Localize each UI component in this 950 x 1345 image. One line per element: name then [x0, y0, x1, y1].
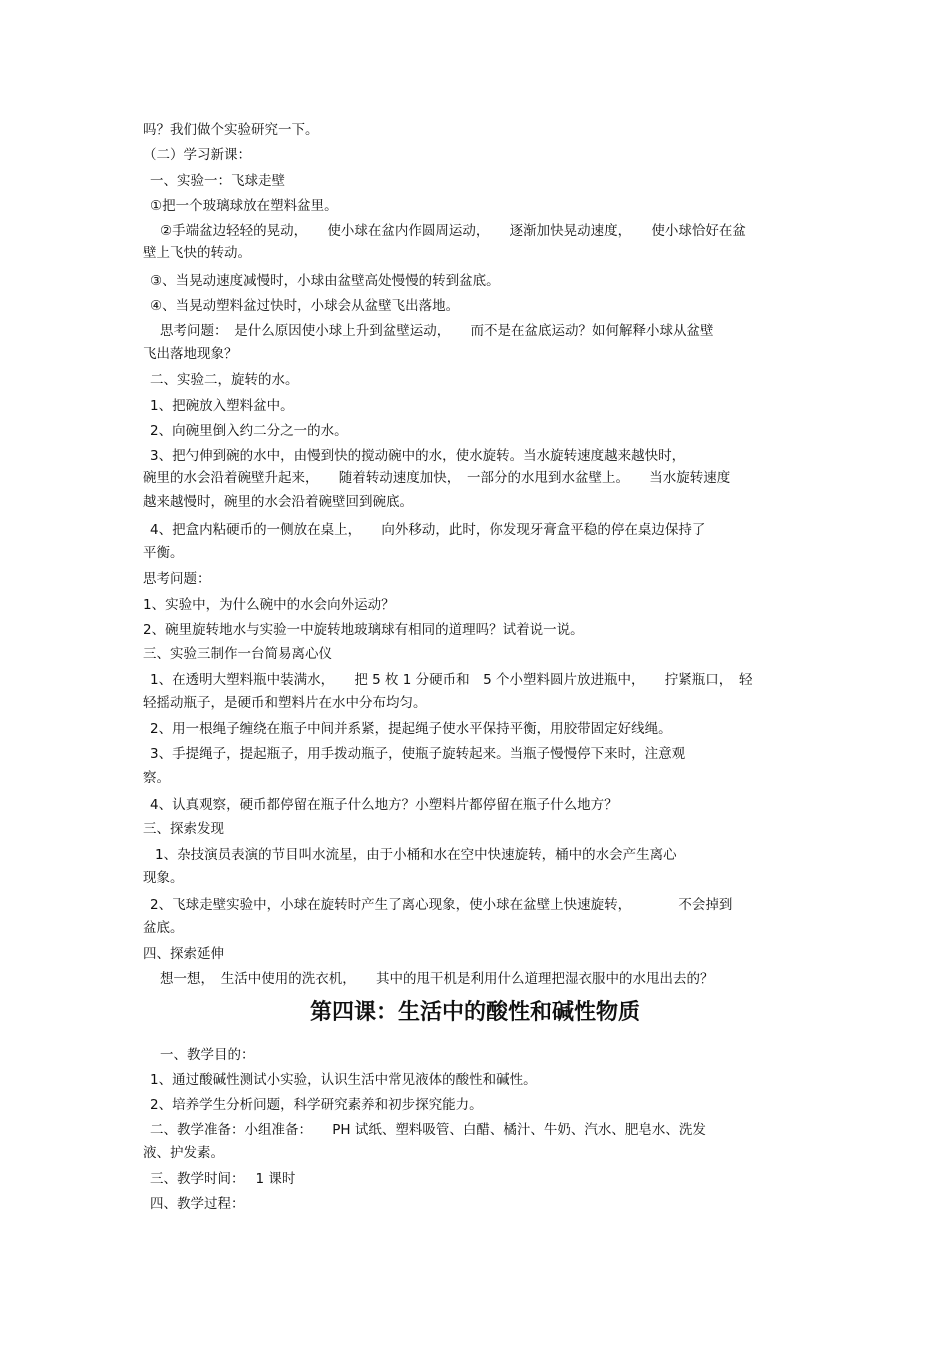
- text-line: 2、用一根绳子缠绕在瓶子中间并系紧，提起绳子使水平保持平衡，用胶带固定好线绳。: [150, 721, 672, 737]
- text-line: 平衡。: [143, 545, 184, 561]
- text-line: 现象。: [143, 870, 184, 886]
- text-line: 察。: [143, 770, 170, 786]
- text-line: 1、杂技演员表演的节目叫水流星，由于小桶和水在空中快速旋转，桶中的水会产生离心: [155, 847, 677, 863]
- text-line: 1、实验中，为什么碗中的水会向外运动？: [143, 597, 395, 613]
- text-line: ①把一个玻璃球放在塑料盆里。: [150, 198, 338, 214]
- text-line: 1、在透明大塑料瓶中装满水， 把 5 枚 1 分硬币和 5 个小塑料圆片放进瓶中， 拧紧瓶口， 轻: [150, 672, 753, 688]
- text-line: 思考问题： 是什么原因使小球上升到盆壁运动， 而不是在盆底运动？如何解释小球从盆壁: [160, 323, 714, 339]
- text-line: 碗里的水会沿着碗壁升起来， 随着转动速度加快， 一部分的水甩到水盆壁上。 当水旋转速度: [143, 470, 731, 486]
- text-line: ④、当晃动塑料盆过快时，小球会从盆壁飞出落地。: [150, 298, 460, 314]
- text-line: 3、手提绳子，提起瓶子，用手拨动瓶子，使瓶子旋转起来。当瓶子慢慢停下来时，注意观: [150, 746, 686, 762]
- text-line: 想一想， 生活中使用的洗衣机， 其中的甩干机是利用什么道理把湿衣服中的水甩出去的？: [160, 971, 714, 987]
- text-line: 1、把碗放入塑料盆中。: [150, 398, 294, 414]
- section-heading: 四、教学过程：: [150, 1196, 245, 1212]
- section-heading: 一、教学目的：: [160, 1047, 255, 1063]
- experiment-heading: 二、实验二，旋转的水。: [150, 372, 299, 388]
- text-line: 2、飞球走壁实验中，小球在旋转时产生了离心现象，使小球在盆壁上快速旋转， 不会掉到: [150, 897, 733, 913]
- text-line: 越来越慢时，碗里的水会沿着碗壁回到碗底。: [143, 494, 413, 510]
- text-line: 二、教学准备：小组准备： PH 试纸、塑料吸管、白醋、橘汁、牛奶、汽水、肥皂水、洗发: [150, 1122, 706, 1138]
- text-line: 吗？我们做个实验研究一下。: [143, 122, 319, 138]
- text-line: ③、当晃动速度减慢时，小球由盆壁高处慢慢的转到盆底。: [150, 273, 500, 289]
- text-line: 盆底。: [143, 920, 184, 936]
- text-line: 2、向碗里倒入约二分之一的水。: [150, 423, 348, 439]
- experiment-heading: 三、实验三制作一台简易离心仪: [143, 646, 332, 662]
- text-line: ②手端盆边轻轻的晃动， 使小球在盆内作圆周运动， 逐渐加快晃动速度， 使小球恰好在盆: [160, 223, 746, 239]
- experiment-heading: 一、实验一：飞球走壁: [150, 173, 285, 189]
- section-heading: 三、教学时间： 1 课时: [150, 1171, 296, 1187]
- text-line: 思考问题：: [143, 571, 211, 587]
- text-line: 2、碗里旋转地水与实验一中旋转地玻璃球有相同的道理吗？试着说一说。: [143, 622, 584, 638]
- section-heading: （二）学习新课：: [143, 147, 251, 163]
- text-line: 4、认真观察，硬币都停留在瓶子什么地方？小塑料片都停留在瓶子什么地方？: [150, 797, 618, 813]
- section-heading: 四、探索延伸: [143, 946, 224, 962]
- text-line: 3、把勺伸到碗的水中，由慢到快的搅动碗中的水，使水旋转。当水旋转速度越来越快时，: [150, 448, 686, 464]
- text-line: 4、把盒内粘硬币的一侧放在桌上， 向外移动，此时，你发现牙膏盒平稳的停在桌边保持了: [150, 522, 706, 538]
- text-line: 1、通过酸碱性测试小实验，认识生活中常见液体的酸性和碱性。: [150, 1072, 537, 1088]
- lesson-title: 第四课：生活中的酸性和碱性物质: [309, 1000, 640, 1025]
- section-heading: 三、探索发现: [143, 821, 224, 837]
- text-line: 壁上飞快的转动。: [143, 245, 251, 261]
- text-line: 液、护发素。: [143, 1145, 224, 1161]
- text-line: 2、培养学生分析问题，科学研究素养和初步探究能力。: [150, 1097, 483, 1113]
- text-line: 轻摇动瓶子，是硬币和塑料片在水中分布均匀。: [143, 695, 427, 711]
- text-line: 飞出落地现象？: [143, 346, 238, 362]
